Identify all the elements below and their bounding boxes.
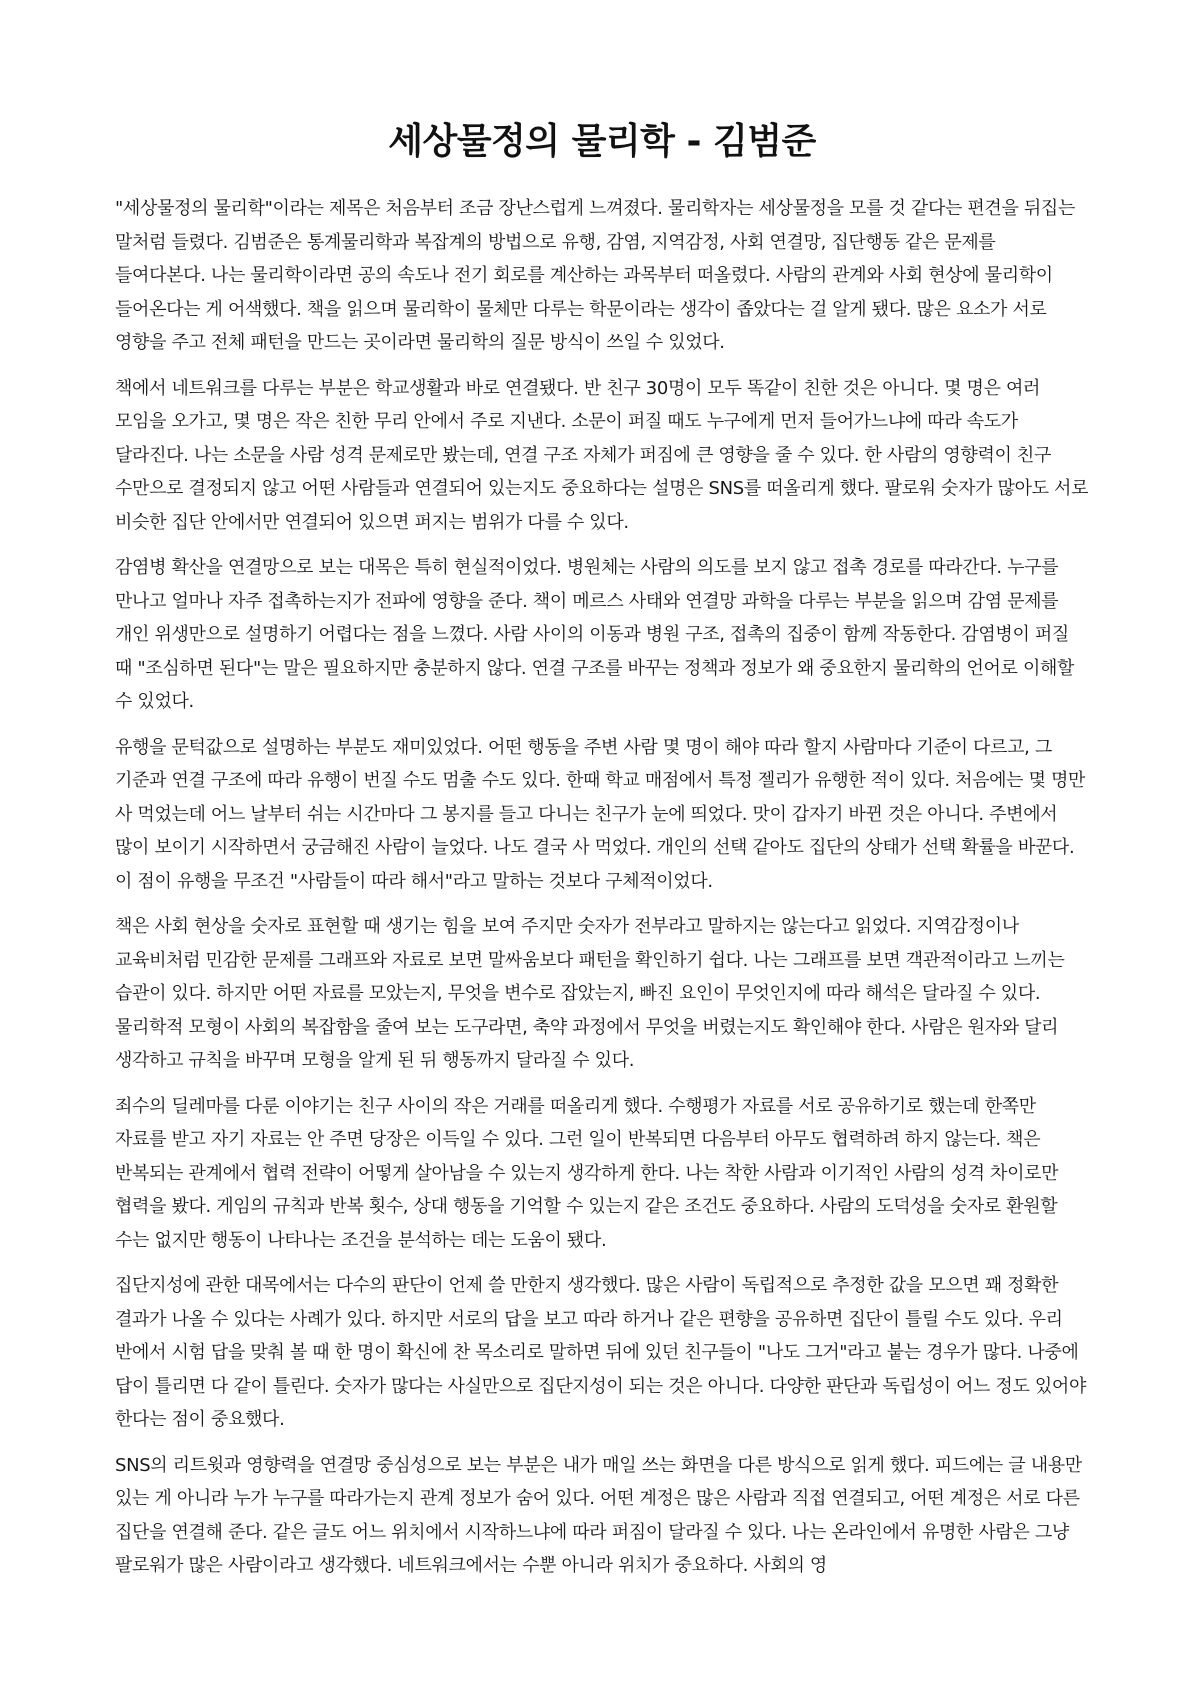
document-body — [115, 192, 1089, 1583]
paragraph: SNS의 리트윗과 영향력을 연결망 중심성으로 보는 부분은 내가 매일 쓰는 화면을 다른 방식으로 읽게 했다. 피드에는 글 내용만 있는 게 아니라 누가 누구를 따라가는지 관계 정보가 숨어 있다. 어떤 계정은 많은 사람과 직접 연결되고, 어떤 계정은 서로 다른 집단을 연결해 준다. 같은 글도 어느 위치에서 시작하느냐에 따라 퍼짐이 달라질 수 있다. 나는 온라인에서 유명한 사람은 그냥 팔로워가 많은 사람이라고 생각했다. 네트워크에서는 수뿐 아니라 위치가 중요하다. 사회의 영 — [115, 1454, 1082, 1576]
document-title: 세상물정의 물리학 - 김범준 — [388, 121, 816, 162]
paragraph: 죄수의 딜레마를 다룬 이야기는 친구 사이의 작은 거래를 떠올리게 했다. 수행평가 자료를 서로 공유하기로 했는데 한쪽만 자료를 받고 자기 자료는 안 주면 당장은 이득일 수 있다. 그런 일이 반복되면 다음부터 아무도 협력하려 하지 않는다. 책은 반복되는 관계에서 협력 전략이 어떻게 살아남을 수 있는지 생각하게 한다. 나는 착한 사람과 이기적인 사람의 성격 차이로만 협력을 봤다. 게임의 규칙과 반복 횟수, 상대 행동을 기억할 수 있는지 같은 조건도 중요하다. 사람의 도덕성을 숫자로 환원할 수는 없지만 행동이 나타나는 조건을 분석하는 데는 도움이 됐다. — [115, 1095, 1059, 1251]
paragraph: 유행을 문턱값으로 설명하는 부분도 재미있었다. 어떤 행동을 주변 사람 몇 명이 해야 따라 할지 사람마다 기준이 다르고, 그 기준과 연결 구조에 따라 유행이 번질 수도 멈출 수도 있다. 한때 학교 매점에서 특정 젤리가 유행한 적이 있다. 처음에는 몇 명만 사 먹었는데 어느 날부터 쉬는 시간마다 그 봉지를 들고 다니는 친구가 눈에 띄었다. 맛이 갑자기 바뀐 것은 아니다. 주변에서 많이 보이기 시작하면서 궁금해진 사람이 늘었다. 나도 결국 사 먹었다. 개인의 선택 같아도 집단의 상태가 선택 확률을 바꾼다. 이 점이 유행을 무조건 "사람들이 따라 해서"라고 말하는 것보다 구체적이었다. — [115, 736, 1086, 892]
paragraph: 집단지성에 관한 대목에서는 다수의 판단이 언제 쓸 만한지 생각했다. 많은 사람이 독립적으로 추정한 값을 모으면 꽤 정확한 결과가 나올 수 있다는 사례가 있다. 하지만 서로의 답을 보고 따라 하거나 같은 편향을 공유하면 집단이 틀릴 수도 있다. 우리 반에서 시험 답을 맞춰 볼 때 한 명이 확신에 찬 목소리로 말하면 뒤에 있던 친구들이 "나도 그거"라고 붙는 경우가 많다. 나중에 답이 틀리면 다 같이 틀린다. 숫자가 많다는 사실만으로 집단지성이 되는 것은 아니다. 다양한 판단과 독립성이 어느 정도 있어야 한다는 점이 중요했다. — [115, 1275, 1086, 1430]
paragraph: 감염병 확산을 연결망으로 보는 대목은 특히 현실적이었다. 병원체는 사람의 의도를 보지 않고 접촉 경로를 따라간다. 누구를 만나고 얼마나 자주 접촉하는지가 전파에 영향을 준다. 책이 메르스 사태와 연결망 과학을 다루는 부분을 읽으며 감염 문제를 개인 위생만으로 설명하기 어렵다는 점을 느꼈다. 사람 사이의 이동과 병원 구조, 접촉의 집중이 함께 작동한다. 감염병이 퍼질 때 "조심하면 된다"는 말은 필요하지만 충분하지 않다. 연결 구조를 바꾸는 정책과 정보가 왜 중요한지 물리학의 언어로 이해할 수 있었다. — [115, 557, 1075, 712]
paragraph: 책에서 네트워크를 다루는 부분은 학교생활과 바로 연결됐다. 반 친구 30명이 모두 똑같이 친한 것은 아니다. 몇 명은 여러 모임을 오가고, 몇 명은 작은 친한 무리 안에서 주로 지낸다. 소문이 퍼질 때도 누구에게 먼저 들어가느냐에 따라 속도가 달라진다. 나는 소문을 사람 성격 문제로만 봤는데, 연결 구조 자체가 퍼짐에 큰 영향을 줄 수 있다. 한 사람의 영향력이 친구 수만으로 결정되지 않고 어떤 사람들과 연결되어 있는지도 중요하다는 설명은 SNS를 떠올리게 했다. 팔로워 숫자가 많아도 서로 비슷한 집단 안에서만 연결되어 있으면 퍼지는 범위가 다를 수 있다. — [115, 377, 1089, 533]
paragraph: "세상물정의 물리학"이라는 제목은 처음부터 조금 장난스럽게 느껴졌다. 물리학자는 세상물정을 모를 것 같다는 편견을 뒤집는 말처럼 들렸다. 김범준은 통계물리학과 복잡계의 방법으로 유행, 감염, 지역감정, 사회 연결망, 집단행동 같은 문제를 들여다본다. 나는 물리학이라면 공의 속도나 전기 회로를 계산하는 과목부터 떠올렸다. 사람의 관계와 사회 현상에 물리학이 들어온다는 게 어색했다. 책을 읽으며 물리학이 물체만 다루는 학문이라는 생각이 좁았다는 걸 알게 됐다. 많은 요소가 서로 영향을 주고 전체 패턴을 만드는 곳이라면 물리학의 질문 방식이 쓰일 수 있었다. — [115, 198, 1075, 353]
paragraph: 책은 사회 현상을 숫자로 표현할 때 생기는 힘을 보여 주지만 숫자가 전부라고 말하지는 않는다고 읽었다. 지역감정이나 교육비처럼 민감한 문제를 그래프와 자료로 보면 말싸움보다 패턴을 확인하기 쉽다. 나는 그래프를 보면 객관적이라고 느끼는 습관이 있다. 하지만 어떤 자료를 모았는지, 무엇을 변수로 잡았는지, 빠진 요인이 무엇인지에 따라 해석은 달라질 수 있다. 물리학적 모형이 사회의 복잡함을 줄여 보는 도구라면, 축약 과정에서 무엇을 버렸는지도 확인해야 한다. 사람은 원자와 달리 생각하고 규칙을 바꾸며 모형을 알게 된 뒤 행동까지 달라질 수 있다. — [115, 916, 1065, 1071]
